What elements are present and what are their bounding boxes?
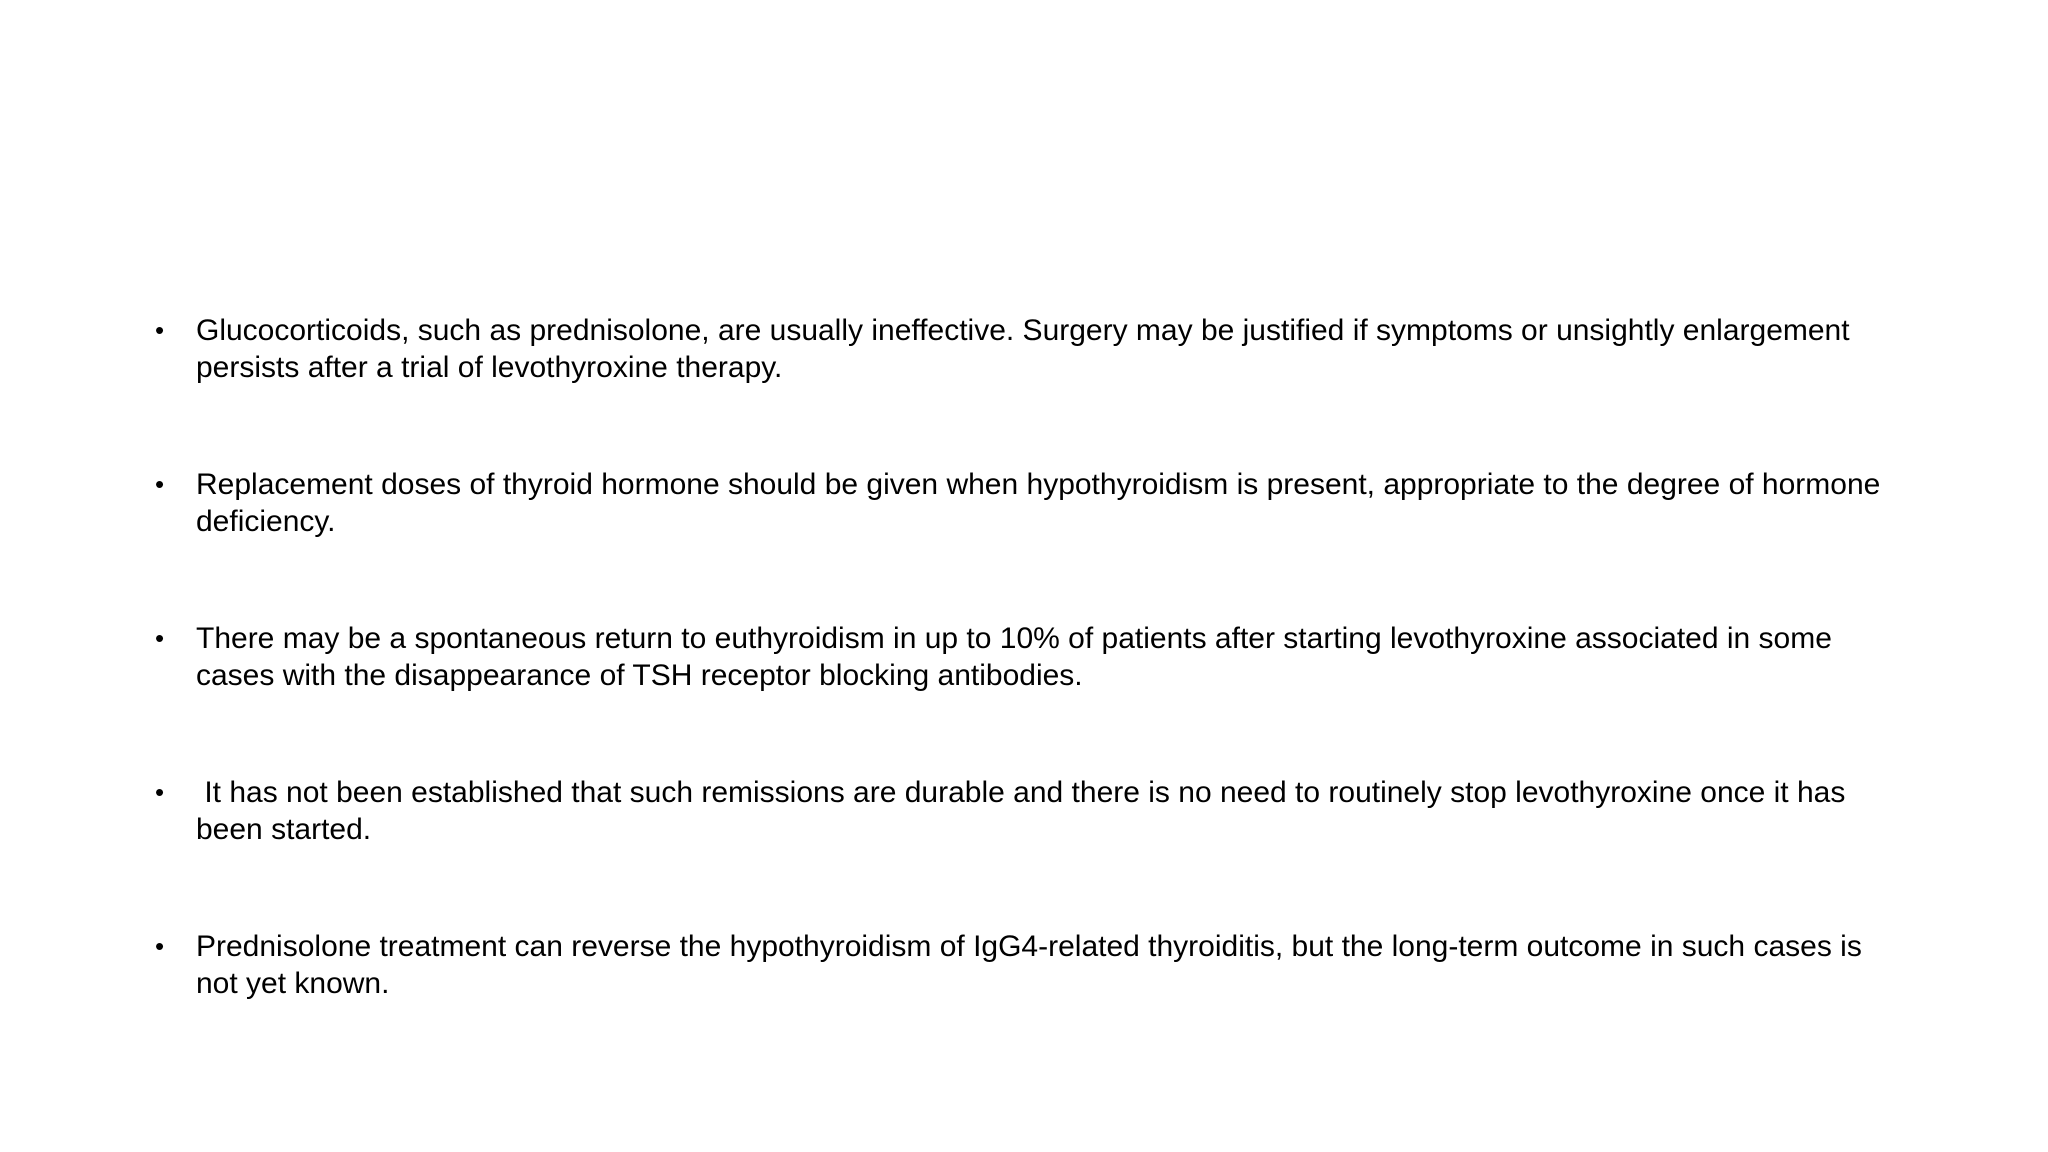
bullet-text: There may be a spontaneous return to euthyroidism in up to 10% of patients after starting levothyroxine associated in some cases with the disappearance of TSH receptor blocking antibodies. <box>196 622 1841 692</box>
bullet-text: Prednisolone treatment can reverse the hypothyroidism of IgG4-related thyroiditis, but the long-term outcome in such cases is not yet known. <box>196 930 1871 1000</box>
bullet-item <box>150 928 1890 1002</box>
bullet-icon: • <box>155 931 165 961</box>
bullet-item <box>150 312 1890 386</box>
bullet-icon: • <box>155 315 165 345</box>
bullet-item <box>150 620 1890 694</box>
bullet-text: Replacement doses of thyroid hormone should be given when hypothyroidism is present, appropriate to the degree of hormone deficiency. <box>196 468 1889 538</box>
bullet-icon: • <box>155 623 165 653</box>
bullet-icon: • <box>155 469 165 499</box>
bullet-text: Glucocorticoids, such as prednisolone, are usually ineffective. Surgery may be justified if symptoms or unsightly enlargement persists after a trial of levothyroxine therapy. <box>196 314 1858 384</box>
bullet-icon: • <box>155 777 165 807</box>
bullet-item <box>150 466 1890 540</box>
bullet-item <box>150 774 1890 848</box>
bullet-list <box>150 312 1890 1002</box>
bullet-text: It has not been established that such remissions are durable and there is no need to routinely stop levothyroxine once it has been started. <box>196 776 1854 846</box>
